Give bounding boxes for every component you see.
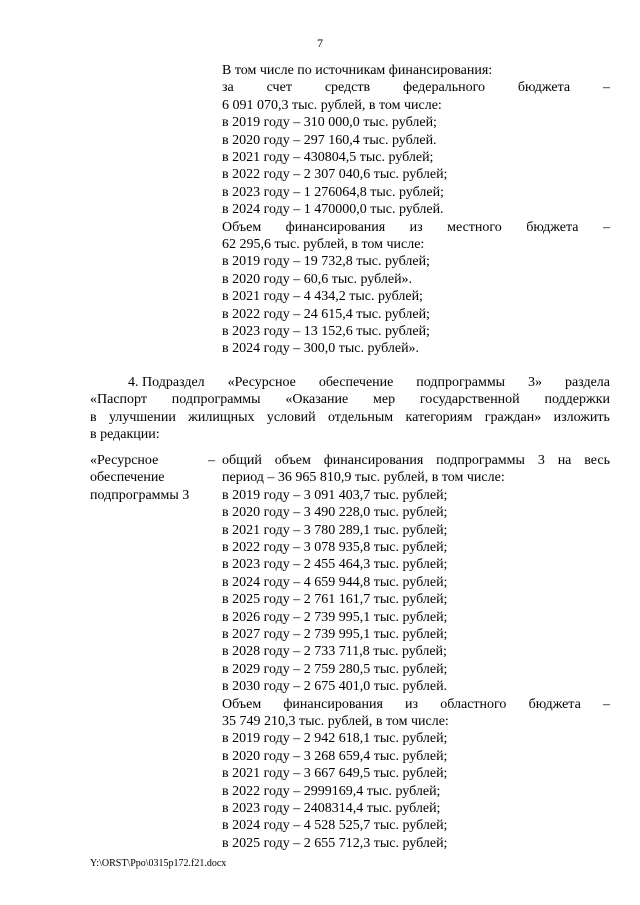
- word: областного: [440, 696, 507, 712]
- federal-year-line: в 2020 году – 297 160,4 тыс. рублей.: [222, 132, 437, 148]
- word: «Ресурсное: [227, 375, 296, 390]
- word: обеспечение: [318, 375, 394, 390]
- regional-year-line: в 2024 году – 4 528 525,7 тыс. рублей;: [222, 818, 448, 834]
- total-year-line: в 2021 году – 3 780 289,1 тыс. рублей;: [222, 522, 448, 538]
- total-year-line: в 2024 году – 4 659 944,8 тыс. рублей;: [222, 574, 448, 590]
- word: подпрограммы: [436, 453, 525, 468]
- local-year-line: 62 295,6 тыс. рублей, в том числе:: [222, 237, 425, 252]
- word: условий: [266, 409, 316, 425]
- word: раздела: [564, 375, 610, 390]
- word: бюджета: [528, 696, 581, 712]
- word: «Оказание: [285, 392, 349, 408]
- word: –: [602, 80, 610, 96]
- total-year-line: в 2019 году – 3 091 403,7 тыс. рублей;: [222, 487, 448, 503]
- total-year-line: в 2029 году – 2 759 280,5 тыс. рублей;: [222, 661, 448, 677]
- federal-year-line: в 2022 году – 2 307 040,6 тыс. рублей;: [222, 167, 448, 183]
- federal-year-line: в 2019 году – 310 000,0 тыс. рублей;: [222, 115, 437, 131]
- word: федерального: [403, 80, 486, 96]
- local-year-line: в 2022 году – 24 615,4 тыс. рублей;: [222, 306, 430, 322]
- word: 3»: [528, 375, 543, 390]
- resource-label: обеспечение: [90, 470, 165, 486]
- footer-file-path: Y:\ORST\Ppo\0315p172.f21.docx: [90, 858, 227, 869]
- word: –: [602, 696, 610, 712]
- funding-sources-heading: В том числе по источникам финансирования:: [222, 63, 493, 78]
- total-year-line: в 2030 году – 2 675 401,0 тыс. рублей.: [222, 679, 448, 695]
- federal-year-line: в 2023 году – 1 276064,8 тыс. рублей;: [222, 184, 444, 200]
- word: 3: [537, 453, 545, 468]
- resource-label: «Ресурсное: [90, 453, 159, 468]
- word: бюджета: [517, 80, 571, 96]
- word: «Паспорт: [90, 392, 147, 408]
- total-year-line: в 2025 году – 2 761 161,7 тыс. рублей;: [222, 592, 448, 608]
- federal-year-line: 6 091 070,3 тыс. рублей, в том числе:: [222, 97, 442, 113]
- word: категориям: [405, 409, 473, 425]
- regional-year-line: в 2023 году – 2408314,4 тыс. рублей;: [222, 801, 441, 816]
- word: общий: [222, 453, 262, 468]
- word: поддержки: [544, 392, 610, 408]
- total-year-line: в 2022 году – 3 078 935,8 тыс. рублей;: [222, 540, 448, 555]
- local-budget-line: [222, 219, 610, 236]
- total-year-line: в 2026 году – 2 739 995,1 тыс. рублей;: [222, 609, 448, 625]
- word: изложить: [553, 409, 610, 425]
- local-year-line: в 2020 году – 60,6 тыс. рублей».: [222, 271, 413, 287]
- word: финансирования: [323, 453, 424, 468]
- word: 4. Подраздел: [128, 375, 205, 390]
- word: счет: [266, 80, 292, 96]
- word: жилищных: [188, 409, 255, 425]
- word: средств: [324, 80, 371, 96]
- section4-paragraph-line: [90, 391, 610, 408]
- word: отдельным: [327, 409, 394, 425]
- section4-paragraph-line: в редакции:: [90, 427, 160, 443]
- word: подпрограммы: [171, 392, 261, 408]
- word: подпрограммы: [416, 375, 506, 390]
- word: за: [222, 80, 234, 96]
- regional-year-line: в 2020 году – 3 268 659,4 тыс. рублей;: [222, 748, 448, 764]
- local-year-line: в 2024 году – 300,0 тыс. рублей».: [222, 341, 420, 357]
- word: государственной: [419, 392, 520, 408]
- total-year-line: в 2023 году – 2 455 464,3 тыс. рублей;: [222, 557, 448, 573]
- regional-year-line: в 2021 году – 3 667 649,5 тыс. рублей;: [222, 766, 448, 782]
- word: мер: [373, 392, 396, 408]
- page-number: 7: [317, 36, 323, 50]
- word: в: [90, 409, 97, 425]
- local-year-line: в 2023 году – 13 152,6 тыс. рублей;: [222, 324, 430, 339]
- regional-year-line: в 2025 году – 2 655 712,3 тыс. рублей;: [222, 835, 448, 851]
- total-funding-line: [222, 452, 610, 469]
- word: бюджета: [526, 219, 579, 235]
- section4-paragraph-line: [90, 409, 610, 426]
- label-dash: –: [208, 453, 215, 468]
- regional-year-line: в 2022 году – 2999169,4 тыс. рублей;: [222, 783, 441, 799]
- regional-budget-line: [222, 696, 610, 713]
- word: из: [409, 219, 423, 235]
- local-year-line: в 2021 году – 4 434,2 тыс. рублей;: [222, 289, 423, 305]
- regional-year-line: в 2019 году – 2 942 618,1 тыс. рублей;: [222, 731, 448, 747]
- total-year-line: в 2027 году – 2 739 995,1 тыс. рублей;: [222, 627, 448, 642]
- word: Объем: [222, 696, 262, 712]
- word: улучшении: [108, 409, 176, 425]
- section4-paragraph-line: [90, 374, 610, 391]
- word: местного: [447, 219, 502, 235]
- word: объем: [274, 453, 311, 468]
- federal-year-line: в 2024 году – 1 470000,0 тыс. рублей.: [222, 202, 444, 218]
- total-year-line: период – 36 965 810,9 тыс. рублей, в том числе:: [222, 470, 505, 486]
- total-year-line: в 2028 году – 2 733 711,8 тыс. рублей;: [222, 644, 447, 660]
- total-year-line: в 2020 году – 3 490 228,0 тыс. рублей;: [222, 505, 448, 521]
- word: из: [405, 696, 419, 712]
- word: –: [602, 219, 610, 235]
- word: Объем: [222, 219, 262, 235]
- federal-year-line: в 2021 году – 430804,5 тыс. рублей;: [222, 150, 434, 165]
- word: финансирования: [283, 696, 383, 712]
- federal-budget-line: [222, 79, 610, 96]
- resource-label: подпрограммы 3: [90, 487, 190, 503]
- regional-year-line: 35 749 210,3 тыс. рублей, в том числе:: [222, 714, 449, 729]
- word: на: [557, 453, 572, 468]
- word: весь: [584, 453, 610, 468]
- word: финансирования: [285, 219, 386, 235]
- local-year-line: в 2019 году – 19 732,8 тыс. рублей;: [222, 254, 430, 270]
- word: граждан»: [484, 409, 542, 425]
